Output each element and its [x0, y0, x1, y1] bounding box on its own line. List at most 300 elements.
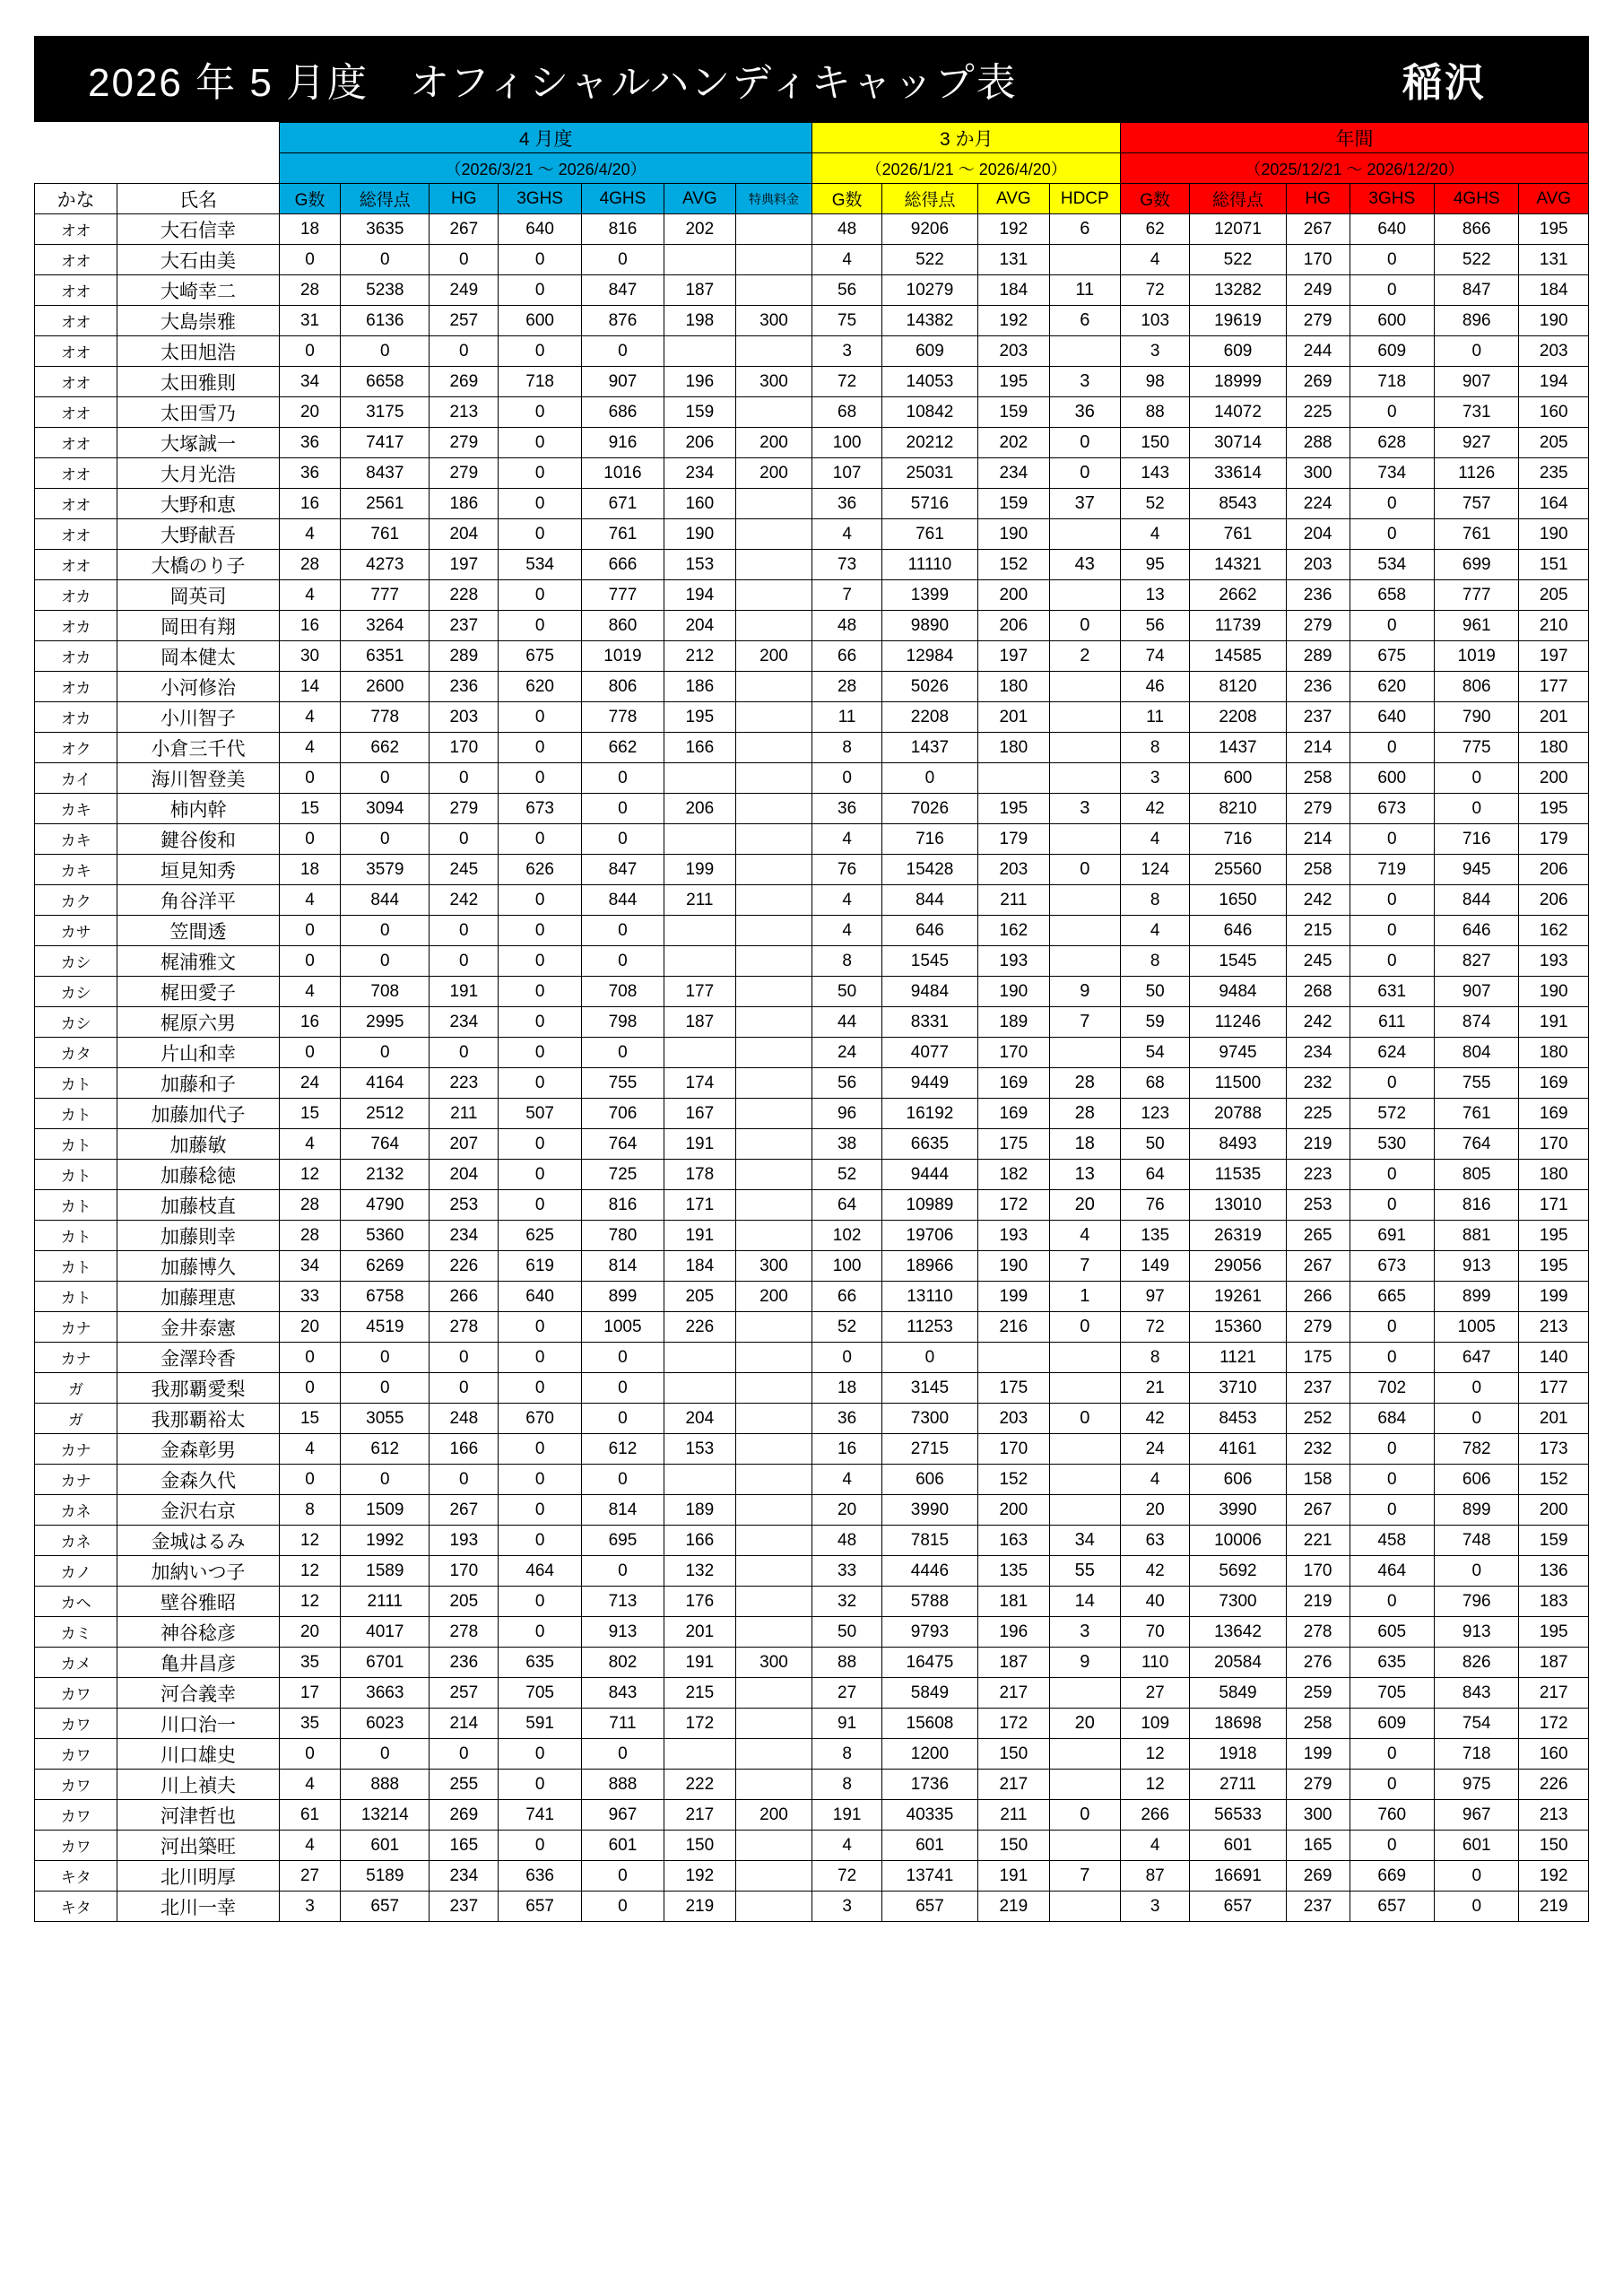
month-hg: 191 [430, 977, 499, 1007]
player-name: 我那覇裕太 [117, 1404, 279, 1434]
year-hg: 237 [1286, 702, 1350, 733]
player-name: 加藤和子 [117, 1068, 279, 1099]
month-games: 0 [279, 946, 341, 977]
year-games: 63 [1121, 1526, 1190, 1556]
month-total: 0 [341, 245, 430, 275]
table-row [35, 1434, 1589, 1465]
month-total: 3175 [341, 397, 430, 428]
year-4ghs: 1126 [1435, 458, 1519, 489]
three-avg: 192 [978, 306, 1049, 336]
month-3ghs: 600 [499, 306, 581, 336]
year-hg: 249 [1286, 275, 1350, 306]
player-name: 加藤枝直 [117, 1190, 279, 1221]
year-3ghs: 0 [1350, 275, 1434, 306]
month-avg: 153 [664, 1434, 735, 1465]
month-total: 601 [341, 1831, 430, 1861]
three-games: 64 [812, 1190, 881, 1221]
month-hg: 257 [430, 306, 499, 336]
three-avg: 159 [978, 397, 1049, 428]
table-row [35, 1038, 1589, 1068]
year-games: 98 [1121, 367, 1190, 397]
year-games: 123 [1121, 1099, 1190, 1129]
column-header-month-avg: AVG [664, 184, 735, 214]
month-total: 6758 [341, 1282, 430, 1312]
table-row [35, 1556, 1589, 1587]
three-games: 96 [812, 1099, 881, 1129]
month-total: 6023 [341, 1709, 430, 1739]
three-hdcp [1049, 580, 1120, 611]
year-3ghs: 673 [1350, 794, 1434, 824]
year-4ghs: 847 [1435, 275, 1519, 306]
three-games: 56 [812, 1068, 881, 1099]
three-total: 20212 [881, 428, 977, 458]
year-total: 18999 [1190, 367, 1286, 397]
month-avg: 167 [664, 1099, 735, 1129]
month-total: 4273 [341, 550, 430, 580]
year-avg: 180 [1519, 1038, 1589, 1068]
column-header-month-bonus-fee: 特典料金 [735, 184, 812, 214]
table-row [35, 794, 1589, 824]
year-hg: 279 [1286, 1770, 1350, 1800]
player-kana: オオ [35, 550, 117, 580]
month-hg: 207 [430, 1129, 499, 1160]
year-games: 3 [1121, 763, 1190, 794]
year-games: 4 [1121, 245, 1190, 275]
month-games: 4 [279, 977, 341, 1007]
player-kana: カシ [35, 977, 117, 1007]
month-games: 14 [279, 672, 341, 702]
month-total: 2111 [341, 1587, 430, 1617]
three-games: 66 [812, 641, 881, 672]
month-4ghs: 0 [581, 916, 664, 946]
month-games: 16 [279, 1007, 341, 1038]
player-name: 河津哲也 [117, 1800, 279, 1831]
three-hdcp: 11 [1049, 275, 1120, 306]
player-kana: カサ [35, 916, 117, 946]
three-avg: 211 [978, 1800, 1049, 1831]
month-bonus-fee [735, 1770, 812, 1800]
three-games: 44 [812, 1007, 881, 1038]
month-bonus-fee: 200 [735, 1282, 812, 1312]
year-games: 3 [1121, 336, 1190, 367]
year-3ghs: 719 [1350, 855, 1434, 885]
month-4ghs: 612 [581, 1434, 664, 1465]
three-avg: 180 [978, 672, 1049, 702]
three-total: 13741 [881, 1861, 977, 1892]
month-hg: 0 [430, 1465, 499, 1495]
month-hg: 249 [430, 275, 499, 306]
month-bonus-fee [735, 977, 812, 1007]
month-total: 4790 [341, 1190, 430, 1221]
year-games: 56 [1121, 611, 1190, 641]
month-hg: 193 [430, 1526, 499, 1556]
column-header-name: 氏名 [117, 184, 279, 214]
three-hdcp: 4 [1049, 1221, 1120, 1251]
three-avg: 191 [978, 1861, 1049, 1892]
month-4ghs: 843 [581, 1678, 664, 1709]
month-games: 4 [279, 1831, 341, 1861]
three-games: 76 [812, 855, 881, 885]
month-bonus-fee [735, 794, 812, 824]
month-bonus-fee [735, 397, 812, 428]
three-hdcp: 6 [1049, 306, 1120, 336]
month-avg: 178 [664, 1160, 735, 1190]
three-hdcp: 20 [1049, 1709, 1120, 1739]
year-total: 9484 [1190, 977, 1286, 1007]
month-games: 35 [279, 1648, 341, 1678]
table-row [35, 397, 1589, 428]
three-hdcp [1049, 1343, 1120, 1373]
month-avg [664, 245, 735, 275]
month-avg [664, 1343, 735, 1373]
year-hg: 170 [1286, 245, 1350, 275]
month-total: 8437 [341, 458, 430, 489]
player-name: 金城はるみ [117, 1526, 279, 1556]
year-games: 103 [1121, 306, 1190, 336]
year-games: 12 [1121, 1739, 1190, 1770]
player-kana: カト [35, 1160, 117, 1190]
handicap-table-body [35, 214, 1589, 1922]
year-avg: 217 [1519, 1678, 1589, 1709]
three-hdcp: 0 [1049, 1312, 1120, 1343]
month-3ghs: 0 [499, 1831, 581, 1861]
player-kana: オオ [35, 214, 117, 245]
table-row [35, 1465, 1589, 1495]
month-hg: 170 [430, 733, 499, 763]
column-header-year-total: 総得点 [1190, 184, 1286, 214]
year-3ghs: 534 [1350, 550, 1434, 580]
year-total: 2208 [1190, 702, 1286, 733]
year-games: 54 [1121, 1038, 1190, 1068]
year-3ghs: 675 [1350, 641, 1434, 672]
three-avg: 170 [978, 1038, 1049, 1068]
year-avg: 190 [1519, 977, 1589, 1007]
month-3ghs: 0 [499, 458, 581, 489]
player-kana: カキ [35, 824, 117, 855]
player-kana: カト [35, 1190, 117, 1221]
year-avg: 194 [1519, 367, 1589, 397]
three-total: 5716 [881, 489, 977, 519]
three-hdcp: 20 [1049, 1190, 1120, 1221]
month-4ghs: 814 [581, 1251, 664, 1282]
three-total: 1399 [881, 580, 977, 611]
month-total: 6136 [341, 306, 430, 336]
three-hdcp: 18 [1049, 1129, 1120, 1160]
month-3ghs: 0 [499, 1190, 581, 1221]
month-hg: 234 [430, 1007, 499, 1038]
month-4ghs: 0 [581, 1739, 664, 1770]
month-games: 36 [279, 428, 341, 458]
three-avg: 206 [978, 611, 1049, 641]
month-avg [664, 1038, 735, 1068]
month-total: 0 [341, 1465, 430, 1495]
table-row [35, 1129, 1589, 1160]
year-hg: 267 [1286, 1495, 1350, 1526]
player-name: 大崎幸二 [117, 275, 279, 306]
month-total: 0 [341, 336, 430, 367]
month-3ghs: 625 [499, 1221, 581, 1251]
month-4ghs: 798 [581, 1007, 664, 1038]
year-4ghs: 913 [1435, 1251, 1519, 1282]
year-games: 40 [1121, 1587, 1190, 1617]
year-4ghs: 761 [1435, 519, 1519, 550]
three-avg: 193 [978, 1221, 1049, 1251]
month-hg: 0 [430, 1343, 499, 1373]
table-row [35, 1221, 1589, 1251]
three-hdcp: 1 [1049, 1282, 1120, 1312]
three-avg: 175 [978, 1373, 1049, 1404]
year-3ghs: 658 [1350, 580, 1434, 611]
month-3ghs: 507 [499, 1099, 581, 1129]
player-name: 加藤稔徳 [117, 1160, 279, 1190]
month-3ghs: 0 [499, 1312, 581, 1343]
month-bonus-fee [735, 1465, 812, 1495]
month-bonus-fee: 200 [735, 1800, 812, 1831]
month-avg: 212 [664, 641, 735, 672]
month-3ghs: 0 [499, 1770, 581, 1800]
year-3ghs: 611 [1350, 1007, 1434, 1038]
year-3ghs: 657 [1350, 1892, 1434, 1922]
three-hdcp: 6 [1049, 214, 1120, 245]
year-avg: 150 [1519, 1831, 1589, 1861]
year-total: 5849 [1190, 1678, 1286, 1709]
spacer-cell [117, 153, 279, 184]
three-games: 100 [812, 1251, 881, 1282]
table-row [35, 1251, 1589, 1282]
year-games: 20 [1121, 1495, 1190, 1526]
column-header-three-avg: AVG [978, 184, 1049, 214]
month-hg: 204 [430, 519, 499, 550]
column-header-three-total: 総得点 [881, 184, 977, 214]
player-kana: オオ [35, 489, 117, 519]
month-bonus-fee [735, 1526, 812, 1556]
three-total: 606 [881, 1465, 977, 1495]
three-hdcp: 37 [1049, 489, 1120, 519]
table-row [35, 458, 1589, 489]
month-3ghs: 591 [499, 1709, 581, 1739]
month-avg: 187 [664, 275, 735, 306]
month-avg: 186 [664, 672, 735, 702]
year-avg: 169 [1519, 1068, 1589, 1099]
three-total: 1200 [881, 1739, 977, 1770]
month-bonus-fee: 200 [735, 458, 812, 489]
three-avg: 195 [978, 367, 1049, 397]
month-avg: 166 [664, 1526, 735, 1556]
month-hg: 279 [430, 428, 499, 458]
three-hdcp: 14 [1049, 1587, 1120, 1617]
table-row [35, 1648, 1589, 1678]
year-3ghs: 684 [1350, 1404, 1434, 1434]
year-games: 27 [1121, 1678, 1190, 1709]
year-total: 646 [1190, 916, 1286, 946]
three-hdcp: 0 [1049, 1800, 1120, 1831]
month-3ghs: 0 [499, 336, 581, 367]
three-avg: 190 [978, 519, 1049, 550]
three-avg: 180 [978, 733, 1049, 763]
three-total: 15428 [881, 855, 977, 885]
player-kana: カメ [35, 1648, 117, 1678]
table-row [35, 733, 1589, 763]
table-row [35, 1617, 1589, 1648]
month-games: 4 [279, 1434, 341, 1465]
month-3ghs: 0 [499, 1739, 581, 1770]
three-avg: 217 [978, 1770, 1049, 1800]
month-4ghs: 907 [581, 367, 664, 397]
month-games: 31 [279, 306, 341, 336]
month-avg: 211 [664, 885, 735, 916]
month-hg: 214 [430, 1709, 499, 1739]
month-4ghs: 876 [581, 306, 664, 336]
month-4ghs: 847 [581, 275, 664, 306]
three-total: 609 [881, 336, 977, 367]
year-games: 8 [1121, 885, 1190, 916]
year-total: 11246 [1190, 1007, 1286, 1038]
player-name: 岡英司 [117, 580, 279, 611]
year-avg: 190 [1519, 306, 1589, 336]
year-3ghs: 464 [1350, 1556, 1434, 1587]
three-avg: 202 [978, 428, 1049, 458]
year-games: 68 [1121, 1068, 1190, 1099]
three-games: 66 [812, 1282, 881, 1312]
year-hg: 236 [1286, 580, 1350, 611]
month-4ghs: 888 [581, 1770, 664, 1800]
group-range-three-month: （2026/1/21 ～ 2026/4/20） [812, 153, 1121, 184]
year-4ghs: 755 [1435, 1068, 1519, 1099]
three-games: 50 [812, 1617, 881, 1648]
three-games: 20 [812, 1495, 881, 1526]
month-3ghs: 0 [499, 1373, 581, 1404]
three-games: 33 [812, 1556, 881, 1587]
month-4ghs: 755 [581, 1068, 664, 1099]
year-games: 110 [1121, 1648, 1190, 1678]
year-3ghs: 530 [1350, 1129, 1434, 1160]
table-row [35, 580, 1589, 611]
year-3ghs: 600 [1350, 763, 1434, 794]
year-games: 266 [1121, 1800, 1190, 1831]
month-avg: 187 [664, 1007, 735, 1038]
year-4ghs: 967 [1435, 1800, 1519, 1831]
year-games: 74 [1121, 641, 1190, 672]
table-row [35, 611, 1589, 641]
three-games: 36 [812, 1404, 881, 1434]
month-bonus-fee [735, 1617, 812, 1648]
month-avg: 206 [664, 428, 735, 458]
month-bonus-fee: 300 [735, 367, 812, 397]
three-total: 5849 [881, 1678, 977, 1709]
year-avg: 192 [1519, 1861, 1589, 1892]
year-total: 761 [1190, 519, 1286, 550]
three-games: 24 [812, 1038, 881, 1068]
year-hg: 223 [1286, 1160, 1350, 1190]
year-4ghs: 866 [1435, 214, 1519, 245]
month-hg: 205 [430, 1587, 499, 1617]
year-games: 150 [1121, 428, 1190, 458]
year-total: 522 [1190, 245, 1286, 275]
three-avg: 217 [978, 1678, 1049, 1709]
year-4ghs: 764 [1435, 1129, 1519, 1160]
month-4ghs: 847 [581, 855, 664, 885]
three-games: 48 [812, 1526, 881, 1556]
year-4ghs: 782 [1435, 1434, 1519, 1465]
year-hg: 158 [1286, 1465, 1350, 1495]
table-row [35, 1892, 1589, 1922]
year-hg: 265 [1286, 1221, 1350, 1251]
month-4ghs: 0 [581, 763, 664, 794]
three-games: 4 [812, 916, 881, 946]
year-hg: 237 [1286, 1373, 1350, 1404]
table-row [35, 214, 1589, 245]
player-name: 太田雅則 [117, 367, 279, 397]
year-4ghs: 601 [1435, 1831, 1519, 1861]
column-header-year-games: G数 [1121, 184, 1190, 214]
year-hg: 279 [1286, 1312, 1350, 1343]
year-total: 601 [1190, 1831, 1286, 1861]
three-games: 48 [812, 214, 881, 245]
three-hdcp [1049, 1465, 1120, 1495]
year-hg: 244 [1286, 336, 1350, 367]
year-hg: 253 [1286, 1190, 1350, 1221]
year-3ghs: 691 [1350, 1221, 1434, 1251]
month-4ghs: 0 [581, 245, 664, 275]
month-hg: 269 [430, 1800, 499, 1831]
month-avg: 234 [664, 458, 735, 489]
year-total: 1545 [1190, 946, 1286, 977]
year-total: 8210 [1190, 794, 1286, 824]
player-name: 大塚誠一 [117, 428, 279, 458]
year-hg: 258 [1286, 763, 1350, 794]
three-total: 7815 [881, 1526, 977, 1556]
month-bonus-fee: 300 [735, 1648, 812, 1678]
player-name: 角谷洋平 [117, 885, 279, 916]
year-avg: 195 [1519, 1251, 1589, 1282]
year-hg: 276 [1286, 1648, 1350, 1678]
year-4ghs: 907 [1435, 977, 1519, 1007]
year-games: 97 [1121, 1282, 1190, 1312]
three-hdcp: 28 [1049, 1099, 1120, 1129]
year-total: 56533 [1190, 1800, 1286, 1831]
three-total: 9444 [881, 1160, 977, 1190]
month-bonus-fee [735, 1343, 812, 1373]
month-3ghs: 0 [499, 275, 581, 306]
month-games: 4 [279, 1770, 341, 1800]
month-total: 13214 [341, 1800, 430, 1831]
year-4ghs: 777 [1435, 580, 1519, 611]
three-hdcp [1049, 1739, 1120, 1770]
year-avg: 170 [1519, 1129, 1589, 1160]
year-3ghs: 0 [1350, 489, 1434, 519]
year-hg: 252 [1286, 1404, 1350, 1434]
player-name: 岡本健太 [117, 641, 279, 672]
year-avg: 197 [1519, 641, 1589, 672]
year-games: 52 [1121, 489, 1190, 519]
player-kana: オオ [35, 275, 117, 306]
month-bonus-fee [735, 1160, 812, 1190]
month-games: 4 [279, 519, 341, 550]
year-avg: 201 [1519, 702, 1589, 733]
month-hg: 237 [430, 1892, 499, 1922]
month-4ghs: 780 [581, 1221, 664, 1251]
month-avg: 150 [664, 1831, 735, 1861]
three-hdcp: 0 [1049, 855, 1120, 885]
month-games: 18 [279, 214, 341, 245]
month-total: 1589 [341, 1556, 430, 1587]
year-total: 20584 [1190, 1648, 1286, 1678]
month-3ghs: 0 [499, 1038, 581, 1068]
three-avg: 135 [978, 1556, 1049, 1587]
year-hg: 214 [1286, 824, 1350, 855]
year-games: 42 [1121, 1404, 1190, 1434]
month-total: 6658 [341, 367, 430, 397]
